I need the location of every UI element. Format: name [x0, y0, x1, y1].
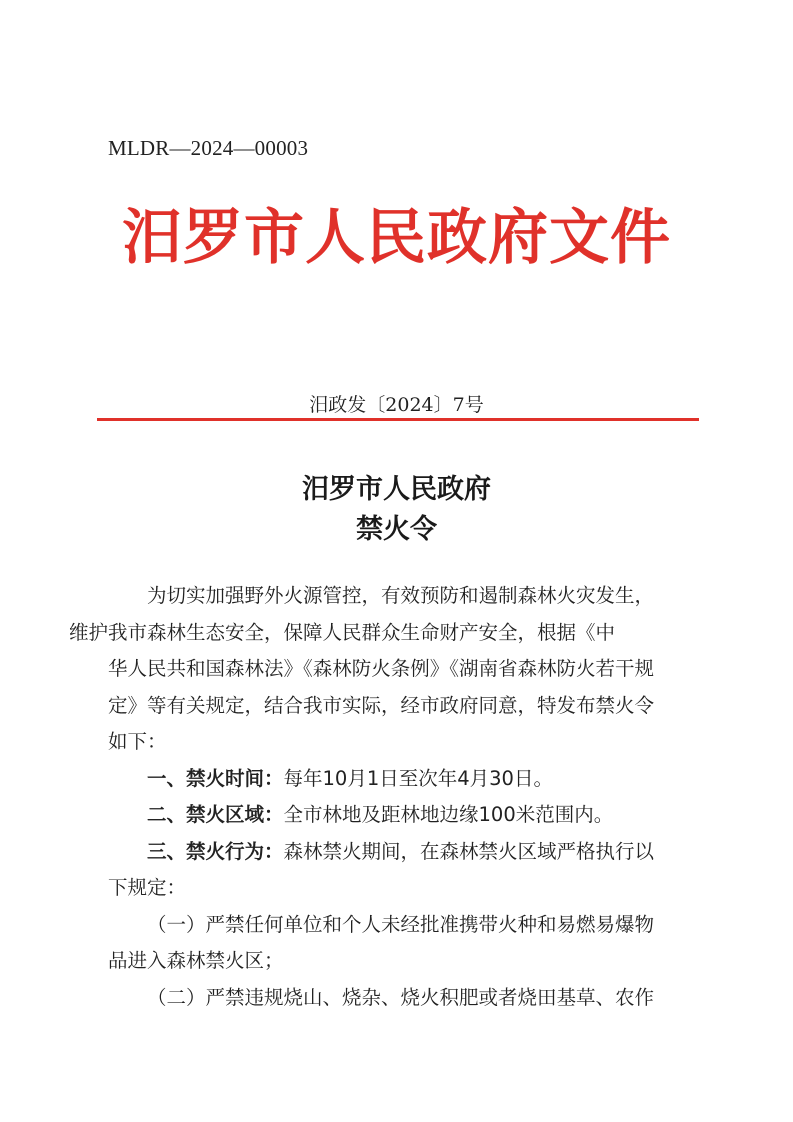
item2-label: 二、禁火区域： — [147, 803, 284, 826]
red-divider-rule — [97, 418, 699, 421]
item-fire-ban-period — [108, 761, 696, 798]
intro-line: 维护我市森林生态安全，保障人民群众生命财产安全，根据《中 — [69, 620, 616, 644]
item2-text: 全市林地及距林地边缘100米范围内。 — [283, 803, 614, 826]
sub1-line1: （一）严禁任何单位和个人未经批准携带火种和易燃易爆物 — [147, 912, 655, 936]
intro-line: 如下： — [108, 730, 167, 753]
sub1-line2: 品进入森林禁火区； — [108, 949, 284, 972]
sub2-line1: （二）严禁违规烧山、烧杂、烧火积肥或者烧田基草、农作 — [147, 985, 655, 1009]
intro-paragraph — [69, 578, 696, 761]
item3-label: 三、禁火行为： — [147, 839, 284, 863]
item1-label: 一、禁火时间： — [147, 766, 284, 790]
title-issuer: 汨罗市人民政府 — [302, 474, 491, 505]
intro-line: 华人民共和国森林法》《森林防火条例》《湖南省森林防火若干规 — [108, 657, 655, 680]
sub-item-1 — [108, 907, 696, 980]
body-text — [69, 578, 696, 1016]
masthead-title: 汨罗市人民政府文件 — [122, 203, 671, 273]
intro-line: 为切实加强野外火源管控，有效预防和遏制森林火灾发生， — [147, 584, 655, 607]
item-fire-ban-area — [108, 797, 696, 834]
sub-item-2 — [108, 980, 696, 1017]
title-block — [0, 470, 793, 550]
item3-text-line1: 森林禁火期间，在森林禁火区域严格执行以 — [283, 839, 655, 863]
item1-text: 每年10月1日至次年4月30日。 — [283, 766, 553, 790]
item-fire-ban-behaviors — [108, 834, 696, 907]
item3-text-line2: 下规定： — [108, 876, 187, 899]
title-order-name: 禁火令 — [356, 514, 437, 545]
intro-line: 定》等有关规定，结合我市实际，经市政府同意，特发布禁火令 — [108, 693, 655, 717]
document-number: 汨政发〔2024〕7号 — [309, 394, 484, 416]
document-code: MLDR—2024—00003 — [108, 136, 309, 160]
